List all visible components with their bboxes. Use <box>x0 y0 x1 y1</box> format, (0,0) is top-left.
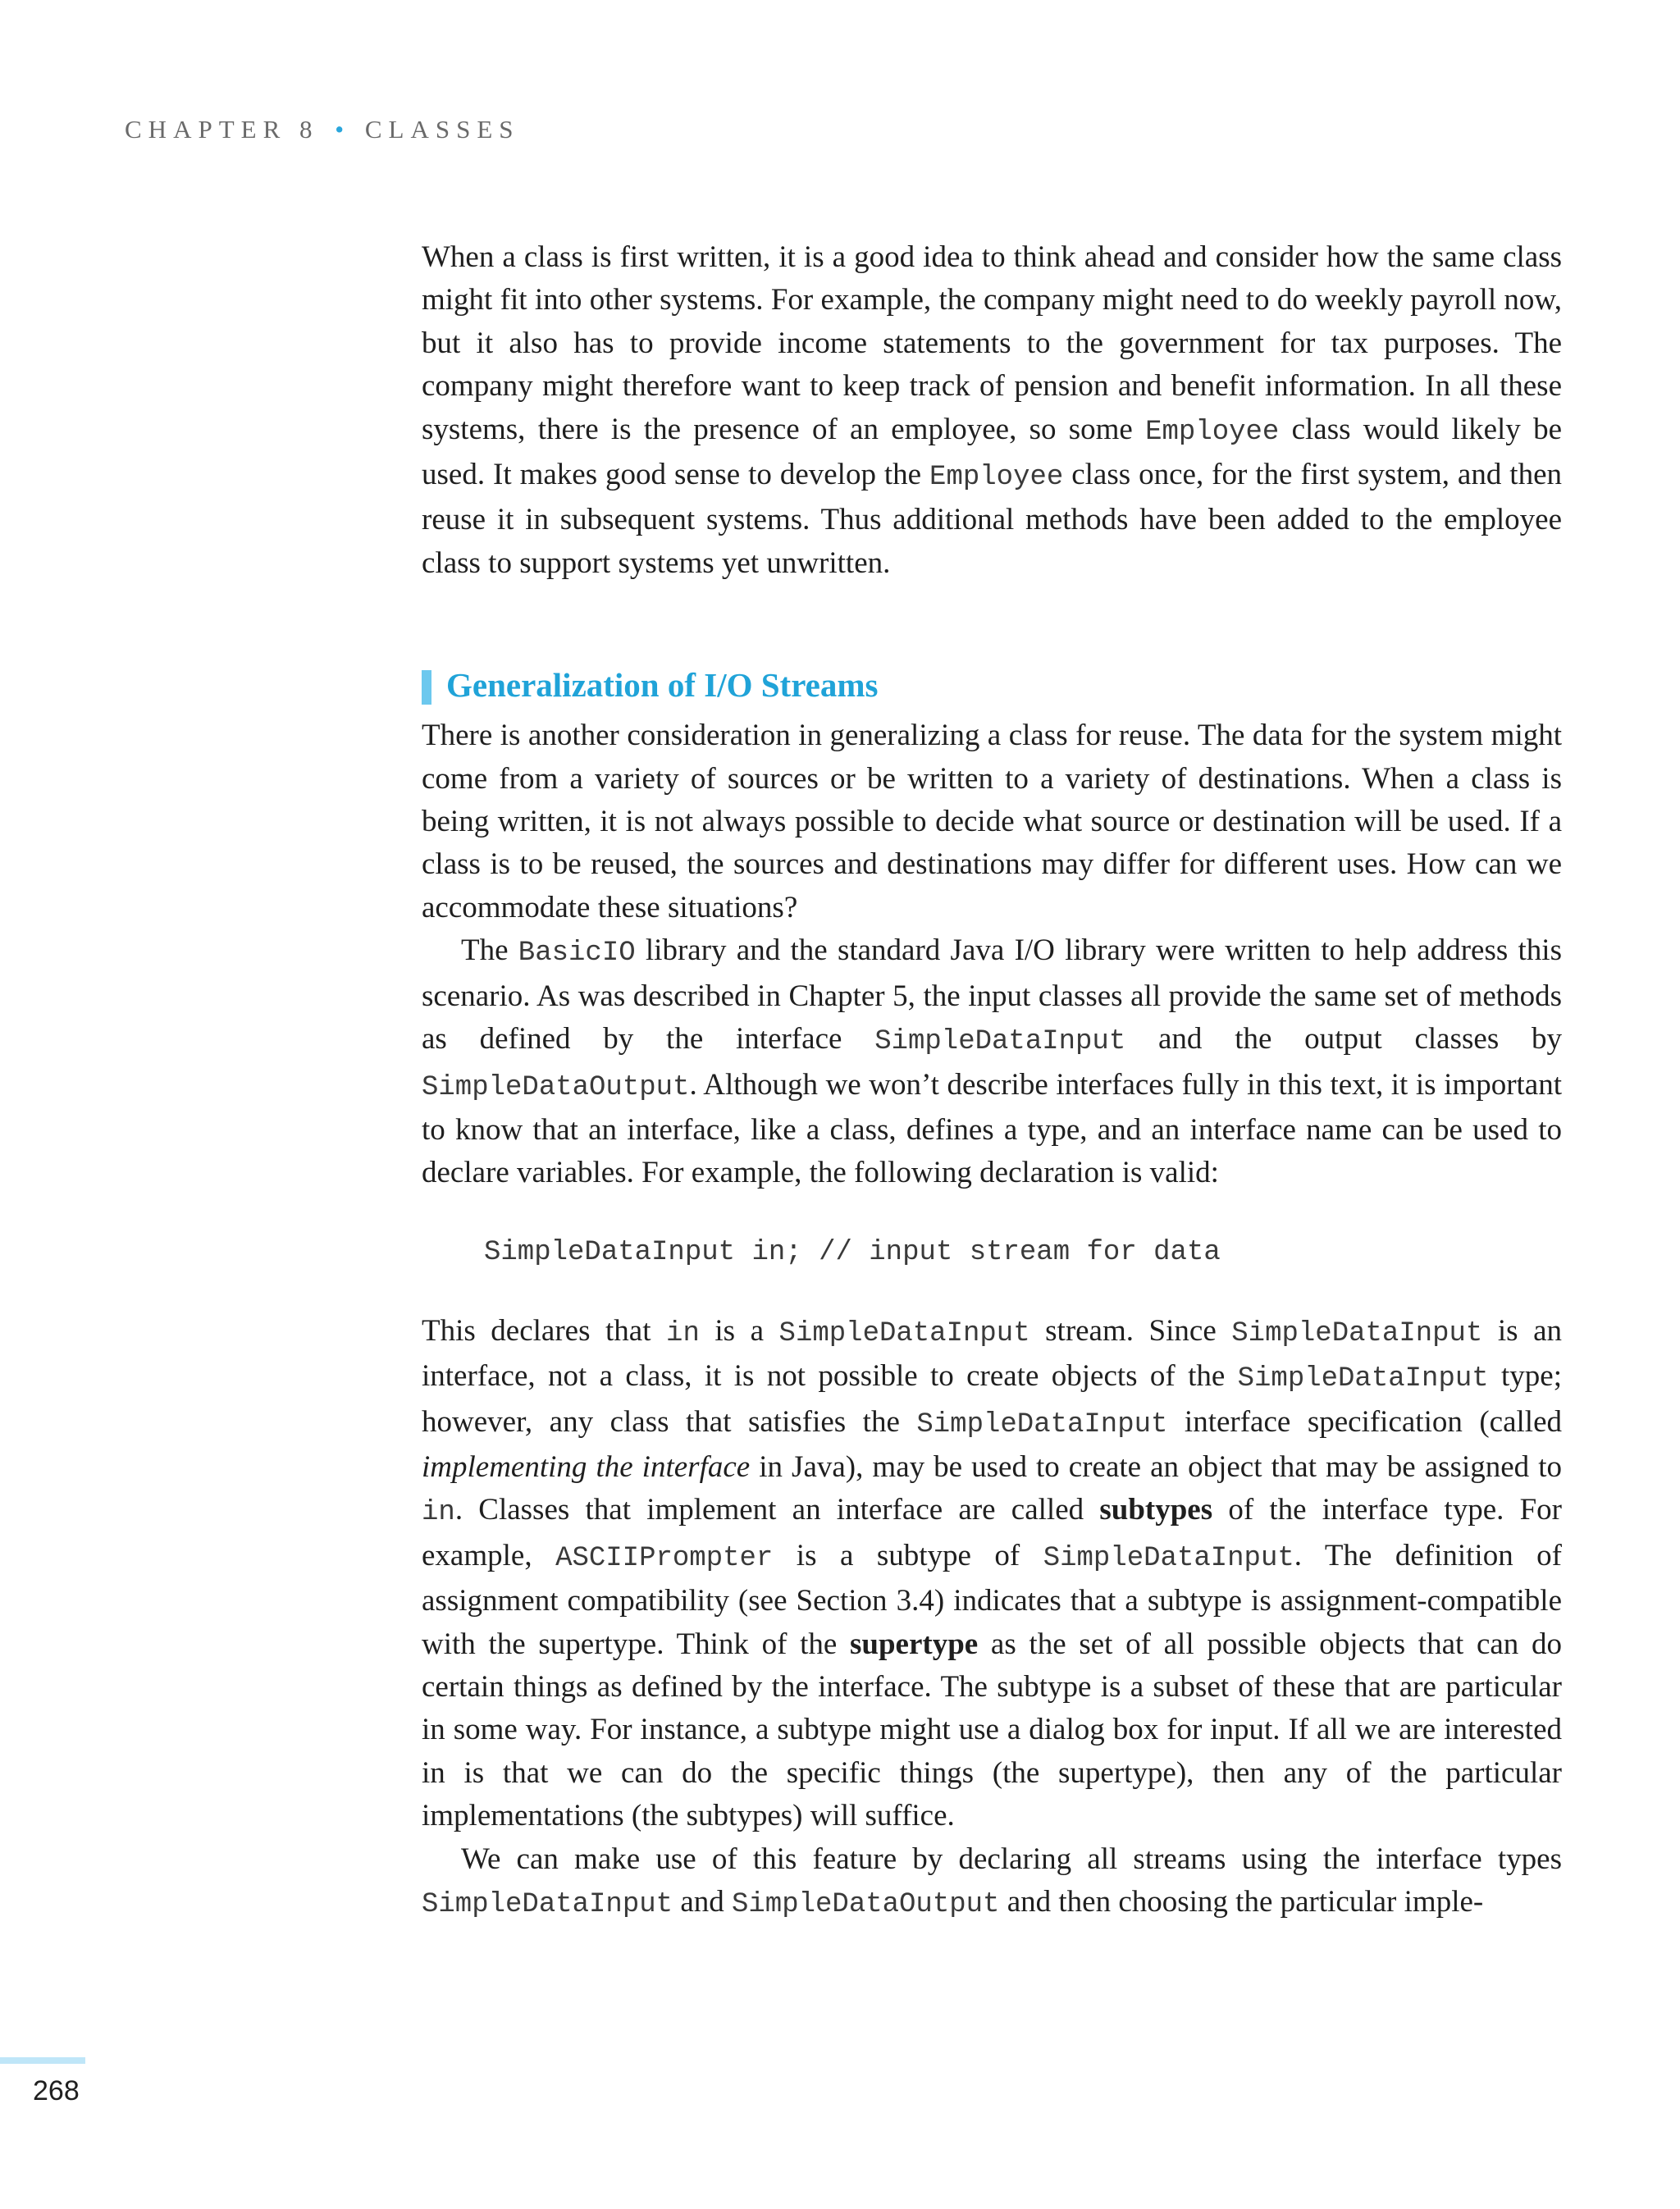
page-number-rule <box>0 2057 85 2064</box>
bold-term: supertype <box>849 1627 979 1661</box>
inline-code: SimpleDataInput <box>778 1317 1030 1349</box>
inline-code: Employee <box>929 462 1064 494</box>
running-head <box>125 115 520 144</box>
paragraph-consideration: There is another consideration in generalizing a class for reuse. The data for the system might come from a variety of sources or be written to a variety of destinations. When a class is being written, it is not always possible to decide what source or destination will be used. If a class is to be reused, the sources and destinations may differ for different uses. How can we accommodate these situations? <box>422 719 1562 924</box>
section-title: Generalization of I/O Streams <box>446 666 879 705</box>
inline-code: SimpleDataInput <box>1237 1363 1489 1395</box>
chapter-label: CHAPTER 8 <box>125 115 319 144</box>
inline-code: in <box>422 1497 455 1529</box>
inline-code: SimpleDataInput <box>916 1408 1168 1440</box>
page-number: 268 <box>33 2075 80 2106</box>
inline-code: SimpleDataInput <box>874 1026 1126 1058</box>
paragraph-intro: When a class is first written, it is a good idea to think ahead and consider how the same class might fit into other systems. For example, the company might need to do weekly payroll now, but it also has to provide income statements to the government for tax purposes. The company might therefore want to keep track of pension and benefit information. In all these systems, there is the presence of an employee, so some Employee class would likely be used. It makes good sense to develop the Employee class once, for the first system, and then reuse it in subsequent systems. Thus additional methods have been added to the employee class to support systems yet unwritten. <box>422 240 1562 580</box>
body-content <box>422 236 1562 1926</box>
inline-code: SimpleDataOutput <box>732 1889 1000 1920</box>
inline-code: SimpleDataInput <box>1043 1542 1294 1574</box>
inline-code: in <box>666 1317 700 1349</box>
inline-code: BasicIO <box>518 938 636 970</box>
paragraph-subtypes: This declares that in is a SimpleDataInput stream. Since SimpleDataInput is an interface, not a class, it is not possible to create objects of the SimpleDataInput type; however, any class that satisfies the SimpleDataInput interface specification (called implementing the interface in Java), may be used to create an object that may be assigned to in. Classes that implement an interface are called subtypes of the interface type. For example, ASCIIPrompter is a subtype of SimpleDataInput. The definition of assignment compatibility (see Section 3.4) indicates that a subtype is assignment-compatible with the supertype. Think of the supertype as the set of all possible objects that can do certain things as defined by the interface. The subtype is a subset of these that are particular in some way. For instance, a subtype might use a dialog box for input. If all we are interested in is that we can do the specific things (the supertype), then any of the particular implementations (the subtypes) will suffice. <box>422 1313 1563 1833</box>
header-separator: • <box>335 115 345 144</box>
paragraph-basicio: The BasicIO library and the standard Java I/O library were written to help address this scenario. As was described in Chapter 5, the input classes all provide the same set of methods as defined by the interface SimpleDataInput and the output classes by SimpleDataOutput. Although we won’t describe interfaces fully in this text, it is important to know that an interface, like a class, defines a type, and an interface name can be used to declare variables. For example, the following declaration is valid: <box>422 933 1562 1190</box>
inline-code: ASCIIPrompter <box>555 1542 774 1574</box>
section-heading <box>422 664 1562 714</box>
italic-term: implementing the interface <box>422 1449 751 1484</box>
inline-code: SimpleDataInput <box>422 1889 673 1920</box>
inline-code: SimpleDataOutput <box>422 1071 690 1103</box>
paragraph-streams: We can make use of this feature by declaring all streams using the interface types SimpleDataInput and SimpleDataOutput and then choosing the particular imple- <box>422 1842 1562 1920</box>
code-example: SimpleDataInput in; // input stream for data <box>484 1236 1221 1268</box>
heading-accent-bar <box>422 670 431 705</box>
bold-term: subtypes <box>1099 1493 1213 1527</box>
chapter-title: CLASSES <box>364 115 520 144</box>
inline-code: SimpleDataInput <box>1231 1317 1483 1349</box>
inline-code: Employee <box>1145 416 1280 448</box>
